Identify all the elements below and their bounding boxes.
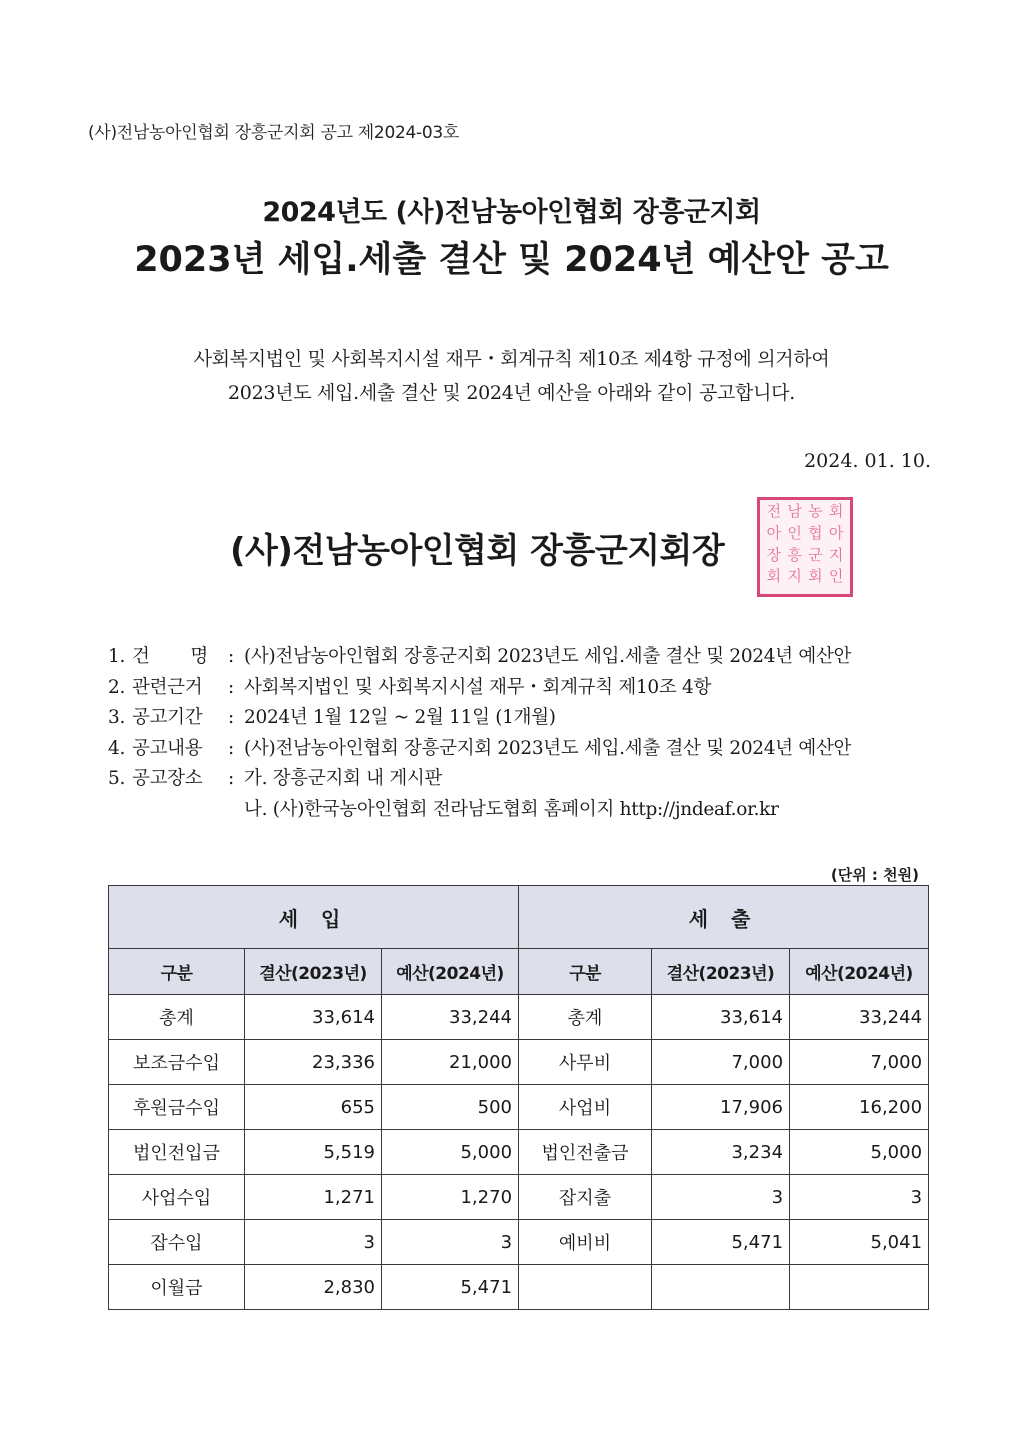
table-row bbox=[109, 995, 929, 1040]
column-header: 결산(2023년) bbox=[652, 949, 790, 995]
column-header: 구분 bbox=[109, 949, 245, 995]
item-value: 사회복지법인 및 사회복지시설 재무・회계규칙 제10조 4항 bbox=[244, 676, 712, 698]
item-row-continued bbox=[108, 795, 851, 826]
item-number: 1. bbox=[108, 646, 126, 667]
item-label: 공고내용 bbox=[132, 737, 203, 759]
table-row bbox=[109, 1220, 929, 1265]
seal-char: 회 bbox=[808, 567, 823, 586]
seal-char: 회 bbox=[828, 502, 844, 520]
expense-2024: 5,000 bbox=[790, 1130, 929, 1175]
item-label: 관련근거 bbox=[132, 676, 203, 698]
expense-2024: 16,200 bbox=[790, 1085, 929, 1130]
budget-table bbox=[108, 885, 929, 1310]
seal-char: 아 bbox=[766, 523, 782, 542]
table-row bbox=[109, 1175, 929, 1220]
item-value: (사)전남농아인협회 장흥군지회 2023년도 세입.세출 결산 및 2024년 예산안 bbox=[244, 646, 852, 667]
expense-category: 예비비 bbox=[519, 1220, 652, 1265]
expense-category: 잡지출 bbox=[519, 1175, 652, 1220]
seal-char: 회 bbox=[766, 567, 782, 586]
item-row bbox=[108, 764, 851, 795]
item-label bbox=[132, 642, 208, 673]
revenue-2023: 1,271 bbox=[245, 1175, 382, 1220]
revenue-2023: 655 bbox=[245, 1085, 382, 1130]
column-header: 예산(2024년) bbox=[790, 949, 929, 995]
revenue-2024: 33,244 bbox=[382, 995, 519, 1040]
seal-char: 장 bbox=[766, 545, 782, 564]
revenue-2023: 3 bbox=[245, 1220, 382, 1265]
expense-2023: 3 bbox=[652, 1175, 790, 1220]
revenue-category: 후원금수입 bbox=[109, 1085, 245, 1130]
expense-2023: 7,000 bbox=[652, 1040, 790, 1085]
item-value: 2024년 1월 12일 ~ 2월 11일 (1개월) bbox=[244, 707, 556, 728]
intro-line-2: 2023년도 세입.세출 결산 및 2024년 예산을 아래와 같이 공고합니다. bbox=[228, 382, 795, 404]
expense-category: 사무비 bbox=[519, 1040, 652, 1085]
revenue-2024: 5,000 bbox=[382, 1130, 519, 1175]
revenue-category: 이월금 bbox=[109, 1265, 245, 1310]
item-row bbox=[108, 703, 851, 734]
unit-label: (단위 : 천원) bbox=[830, 866, 919, 884]
seal-char: 지 bbox=[787, 567, 802, 586]
seal-char: 지 bbox=[828, 545, 844, 564]
notice-number: (사)전남농아인협회 장흥군지회 공고 제2024-03호 bbox=[88, 123, 459, 143]
item-number: 5. bbox=[108, 768, 126, 789]
expense-2023: 5,471 bbox=[652, 1220, 790, 1265]
expense-2023: 17,906 bbox=[652, 1085, 790, 1130]
expense-category: 사업비 bbox=[519, 1085, 652, 1130]
seal-char: 군 bbox=[808, 545, 823, 564]
seal-char: 협 bbox=[808, 523, 823, 542]
intro-line-1: 사회복지법인 및 사회복지시설 재무・회계규칙 제10조 제4항 규정에 의거하여 bbox=[193, 348, 830, 370]
revenue-category: 잡수입 bbox=[109, 1220, 245, 1265]
expense-2024: 5,041 bbox=[790, 1220, 929, 1265]
expense-2024: 7,000 bbox=[790, 1040, 929, 1085]
expense-category: 총계 bbox=[519, 995, 652, 1040]
item-colon: : bbox=[228, 737, 234, 759]
item-number: 2. bbox=[108, 676, 126, 698]
revenue-2023: 23,336 bbox=[245, 1040, 382, 1085]
revenue-header: 세 입 bbox=[109, 886, 519, 949]
notice-items bbox=[108, 642, 851, 825]
title-line-1: 2024년도 (사)전남농아인협회 장흥군지회 bbox=[262, 197, 761, 228]
revenue-2024: 500 bbox=[382, 1085, 519, 1130]
item-value: (사)전남농아인협회 장흥군지회 2023년도 세입.세출 결산 및 2024년 예산안 bbox=[244, 737, 852, 759]
item-label-part: 명 bbox=[190, 646, 208, 667]
table-row bbox=[109, 1085, 929, 1130]
intro-paragraph bbox=[0, 342, 1023, 410]
item-value: 나. (사)한국농아인협회 전라남도협회 홈페이지 http://jndeaf.or.kr bbox=[244, 798, 779, 820]
seal-char: 전 bbox=[766, 502, 782, 520]
seal-char: 남 bbox=[787, 502, 802, 520]
table-column-header bbox=[109, 949, 929, 995]
revenue-2023: 2,830 bbox=[245, 1265, 382, 1310]
item-value: 가. 장흥군지회 내 게시판 bbox=[244, 768, 443, 789]
revenue-category: 법인전입금 bbox=[109, 1130, 245, 1175]
item-colon: : bbox=[228, 707, 234, 728]
item-label: 공고기간 bbox=[132, 707, 203, 728]
seal-char: 농 bbox=[808, 502, 823, 520]
revenue-category: 총계 bbox=[109, 995, 245, 1040]
item-number: 3. bbox=[108, 707, 126, 728]
page-title: 2023년 세입.세출 결산 및 2024년 예산안 공고 bbox=[134, 240, 889, 280]
seal-char: 인 bbox=[787, 523, 802, 542]
item-colon: : bbox=[228, 676, 234, 698]
column-header: 예산(2024년) bbox=[382, 949, 519, 995]
revenue-2024: 3 bbox=[382, 1220, 519, 1265]
item-label-part: 건 bbox=[132, 646, 150, 667]
table-row bbox=[109, 1265, 929, 1310]
expense-2023: 33,614 bbox=[652, 995, 790, 1040]
expense-2024: 3 bbox=[790, 1175, 929, 1220]
seal-char: 아 bbox=[828, 523, 844, 542]
revenue-category: 사업수입 bbox=[109, 1175, 245, 1220]
expense-category: 법인전출금 bbox=[519, 1130, 652, 1175]
item-row bbox=[108, 734, 851, 765]
expense-2024 bbox=[790, 1265, 929, 1310]
expense-2023 bbox=[652, 1265, 790, 1310]
notice-date: 2024. 01. 10. bbox=[804, 450, 931, 472]
table-row bbox=[109, 1130, 929, 1175]
column-header: 구분 bbox=[519, 949, 652, 995]
table-group-header bbox=[109, 886, 929, 949]
revenue-2023: 33,614 bbox=[245, 995, 382, 1040]
item-colon: : bbox=[228, 768, 234, 789]
revenue-2023: 5,519 bbox=[245, 1130, 382, 1175]
revenue-2024: 21,000 bbox=[382, 1040, 519, 1085]
expense-header: 세 출 bbox=[519, 886, 929, 949]
item-row bbox=[108, 642, 851, 673]
revenue-2024: 1,270 bbox=[382, 1175, 519, 1220]
expense-2024: 33,244 bbox=[790, 995, 929, 1040]
revenue-category: 보조금수입 bbox=[109, 1040, 245, 1085]
seal-char: 흥 bbox=[787, 545, 802, 564]
item-label: 공고장소 bbox=[132, 768, 203, 789]
item-number: 4. bbox=[108, 737, 126, 759]
table-row bbox=[109, 1040, 929, 1085]
official-seal-icon bbox=[757, 497, 853, 597]
expense-2023: 3,234 bbox=[652, 1130, 790, 1175]
signer-name: (사)전남농아인협회 장흥군지회장 bbox=[230, 531, 725, 571]
item-row bbox=[108, 673, 851, 704]
column-header: 결산(2023년) bbox=[245, 949, 382, 995]
expense-category bbox=[519, 1265, 652, 1310]
seal-char: 인 bbox=[828, 567, 844, 586]
revenue-2024: 5,471 bbox=[382, 1265, 519, 1310]
item-colon: : bbox=[228, 646, 234, 667]
